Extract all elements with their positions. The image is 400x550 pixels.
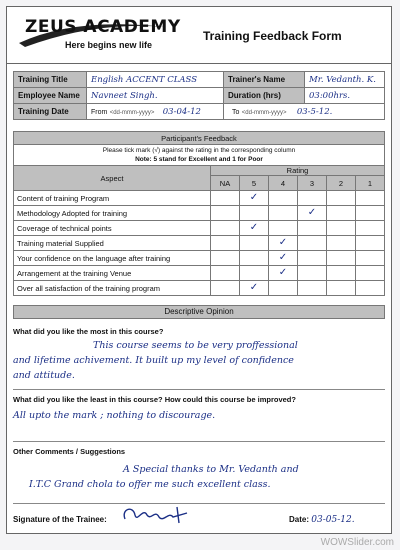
feedback-row (14, 236, 385, 251)
feedback-rows (14, 191, 385, 296)
feedback-row (14, 221, 385, 236)
feedback-title: Participant's Feedback (14, 132, 385, 145)
tick-mark-icon: ✓ (278, 252, 288, 263)
rating-cell[interactable] (240, 236, 269, 251)
descriptive-title: Descriptive Opinion (13, 305, 385, 319)
rating-cell[interactable] (240, 251, 269, 266)
rating-col-2: 2 (327, 176, 356, 191)
employee-label: Employee Name (14, 88, 87, 104)
to-placeholder: <dd-mmm-yyyy> (241, 110, 287, 116)
tick-mark-icon: ✓ (278, 267, 288, 278)
academy-logo (15, 13, 185, 57)
rating-cell[interactable] (269, 206, 298, 221)
rating-cell[interactable] (356, 191, 385, 206)
rating-cell[interactable] (269, 191, 298, 206)
q2-question: What did you like the least in this course? How could this course be improved? (13, 395, 296, 404)
to-label: To (232, 109, 240, 116)
descriptive-opinion (13, 305, 385, 490)
aspect-label: Coverage of technical points (14, 221, 211, 236)
logo-name: ZEUS ACADEMY (25, 17, 181, 37)
rating-cell[interactable] (327, 236, 356, 251)
rating-cell[interactable] (240, 206, 269, 221)
watermark: WOWSlider.com (320, 537, 394, 548)
rating-cell[interactable] (211, 236, 240, 251)
rating-cell[interactable] (298, 281, 327, 296)
duration-label: Duration (hrs) (224, 88, 305, 104)
aspect-header: Aspect (14, 166, 211, 191)
rating-cell[interactable] (269, 281, 298, 296)
a1-line1: This course seems to be very proffessional (93, 340, 298, 351)
aspect-label: Content of training Program (14, 191, 211, 206)
rating-cell[interactable] (240, 281, 269, 296)
training-info-table (13, 71, 385, 120)
a3-line2: I.T.C Grand chola to offer me such excellent class. (29, 479, 271, 490)
form-header (7, 7, 391, 64)
signature-label: Signature of the Trainee: (13, 515, 107, 524)
form-title: Training Feedback Form (203, 29, 342, 43)
rating-cell[interactable] (269, 251, 298, 266)
instruction-text: Please tick mark (√) against the rating in the corresponding column (102, 147, 296, 154)
rating-cell[interactable] (269, 236, 298, 251)
rating-col-5: 5 (240, 176, 269, 191)
aspect-label: Arrangement at the training Venue (14, 266, 211, 281)
from-placeholder: <dd-mmm-yyyy> (109, 110, 155, 116)
training-date-label: Training Date (14, 104, 87, 120)
aspect-label: Methodology Adopted for training (14, 206, 211, 221)
rating-cell[interactable] (356, 251, 385, 266)
from-date-field (87, 104, 224, 120)
rating-cell[interactable] (356, 266, 385, 281)
rating-cell[interactable] (240, 221, 269, 236)
training-title-value: English ACCENT CLASS (87, 72, 224, 88)
tick-mark-icon: ✓ (249, 192, 259, 203)
q3-question: Other Comments / Suggestions (13, 447, 126, 456)
rating-col-1: 1 (356, 176, 385, 191)
rating-cell[interactable] (298, 266, 327, 281)
rating-cell[interactable] (327, 251, 356, 266)
rating-cell[interactable] (298, 251, 327, 266)
rating-cell[interactable] (356, 221, 385, 236)
rating-header: Rating (211, 166, 385, 176)
tick-mark-icon: ✓ (278, 237, 288, 248)
feedback-instructions (14, 145, 385, 166)
rating-cell[interactable] (240, 191, 269, 206)
a1-line3: and attitude. (13, 370, 75, 381)
from-label: From (91, 109, 108, 116)
rating-cell[interactable] (298, 221, 327, 236)
a2-answer: All upto the mark ; nothing to discourage. (13, 410, 216, 421)
employee-value: Navneet Singh. (87, 88, 224, 104)
rating-cell[interactable] (327, 191, 356, 206)
tick-mark-icon: ✓ (307, 207, 317, 218)
rating-cell[interactable] (298, 191, 327, 206)
q1-question: What did you like the most in this course? (13, 327, 164, 336)
rating-cell[interactable] (269, 266, 298, 281)
rating-cell[interactable] (298, 206, 327, 221)
rating-cell[interactable] (240, 266, 269, 281)
rating-cell[interactable] (356, 206, 385, 221)
rating-cell[interactable] (327, 221, 356, 236)
aspect-label: Over all satisfaction of the training program (14, 281, 211, 296)
rating-cell[interactable] (327, 281, 356, 296)
a3-line1: A Special thanks to Mr. Vedanth and (123, 464, 299, 475)
date-field (289, 515, 355, 525)
trainee-signature (117, 501, 207, 527)
to-date-field (224, 104, 385, 120)
rating-cell[interactable] (211, 281, 240, 296)
rating-col-3: 3 (298, 176, 327, 191)
trainer-label: Trainer's Name (224, 72, 305, 88)
rating-cell[interactable] (211, 221, 240, 236)
rating-cell[interactable] (211, 266, 240, 281)
aspect-label: Your confidence on the language after training (14, 251, 211, 266)
date-value: 03-05-12. (311, 515, 355, 525)
from-value: 03-04-12 (162, 107, 201, 117)
logo-tagline: Here begins new life (65, 40, 153, 50)
rating-cell[interactable] (327, 266, 356, 281)
q3-section (13, 447, 385, 492)
q2-section (13, 395, 385, 423)
rating-col-4: 4 (269, 176, 298, 191)
rating-col-na: NA (211, 176, 240, 191)
rating-cell[interactable] (211, 206, 240, 221)
rating-note: Note: 5 stand for Excellent and 1 for Poor (135, 156, 263, 163)
rating-cell[interactable] (269, 221, 298, 236)
feedback-row (14, 266, 385, 281)
participant-feedback-table (13, 131, 385, 296)
rating-cell[interactable] (211, 251, 240, 266)
feedback-row (14, 281, 385, 296)
rating-cell[interactable] (356, 281, 385, 296)
duration-value: 03:00hrs. (305, 88, 385, 104)
q1-section (13, 327, 385, 383)
feedback-row (14, 251, 385, 266)
to-value: 03-5-12. (296, 107, 333, 117)
rating-cell[interactable] (327, 206, 356, 221)
rating-cell[interactable] (298, 236, 327, 251)
date-label: Date: (289, 515, 310, 524)
rating-cell[interactable] (211, 191, 240, 206)
feedback-row (14, 206, 385, 221)
tick-mark-icon: ✓ (249, 222, 259, 233)
a1-line2: and lifetime achivement. It built up my level of confidence (13, 355, 294, 366)
feedback-form-sheet (6, 6, 392, 534)
feedback-row (14, 191, 385, 206)
divider (13, 441, 385, 442)
divider (13, 389, 385, 390)
tick-mark-icon: ✓ (249, 282, 259, 293)
training-title-label: Training Title (14, 72, 87, 88)
trainer-value: Mr. Vedanth. K. (305, 72, 385, 88)
rating-cell[interactable] (356, 236, 385, 251)
aspect-label: Training material Supplied (14, 236, 211, 251)
